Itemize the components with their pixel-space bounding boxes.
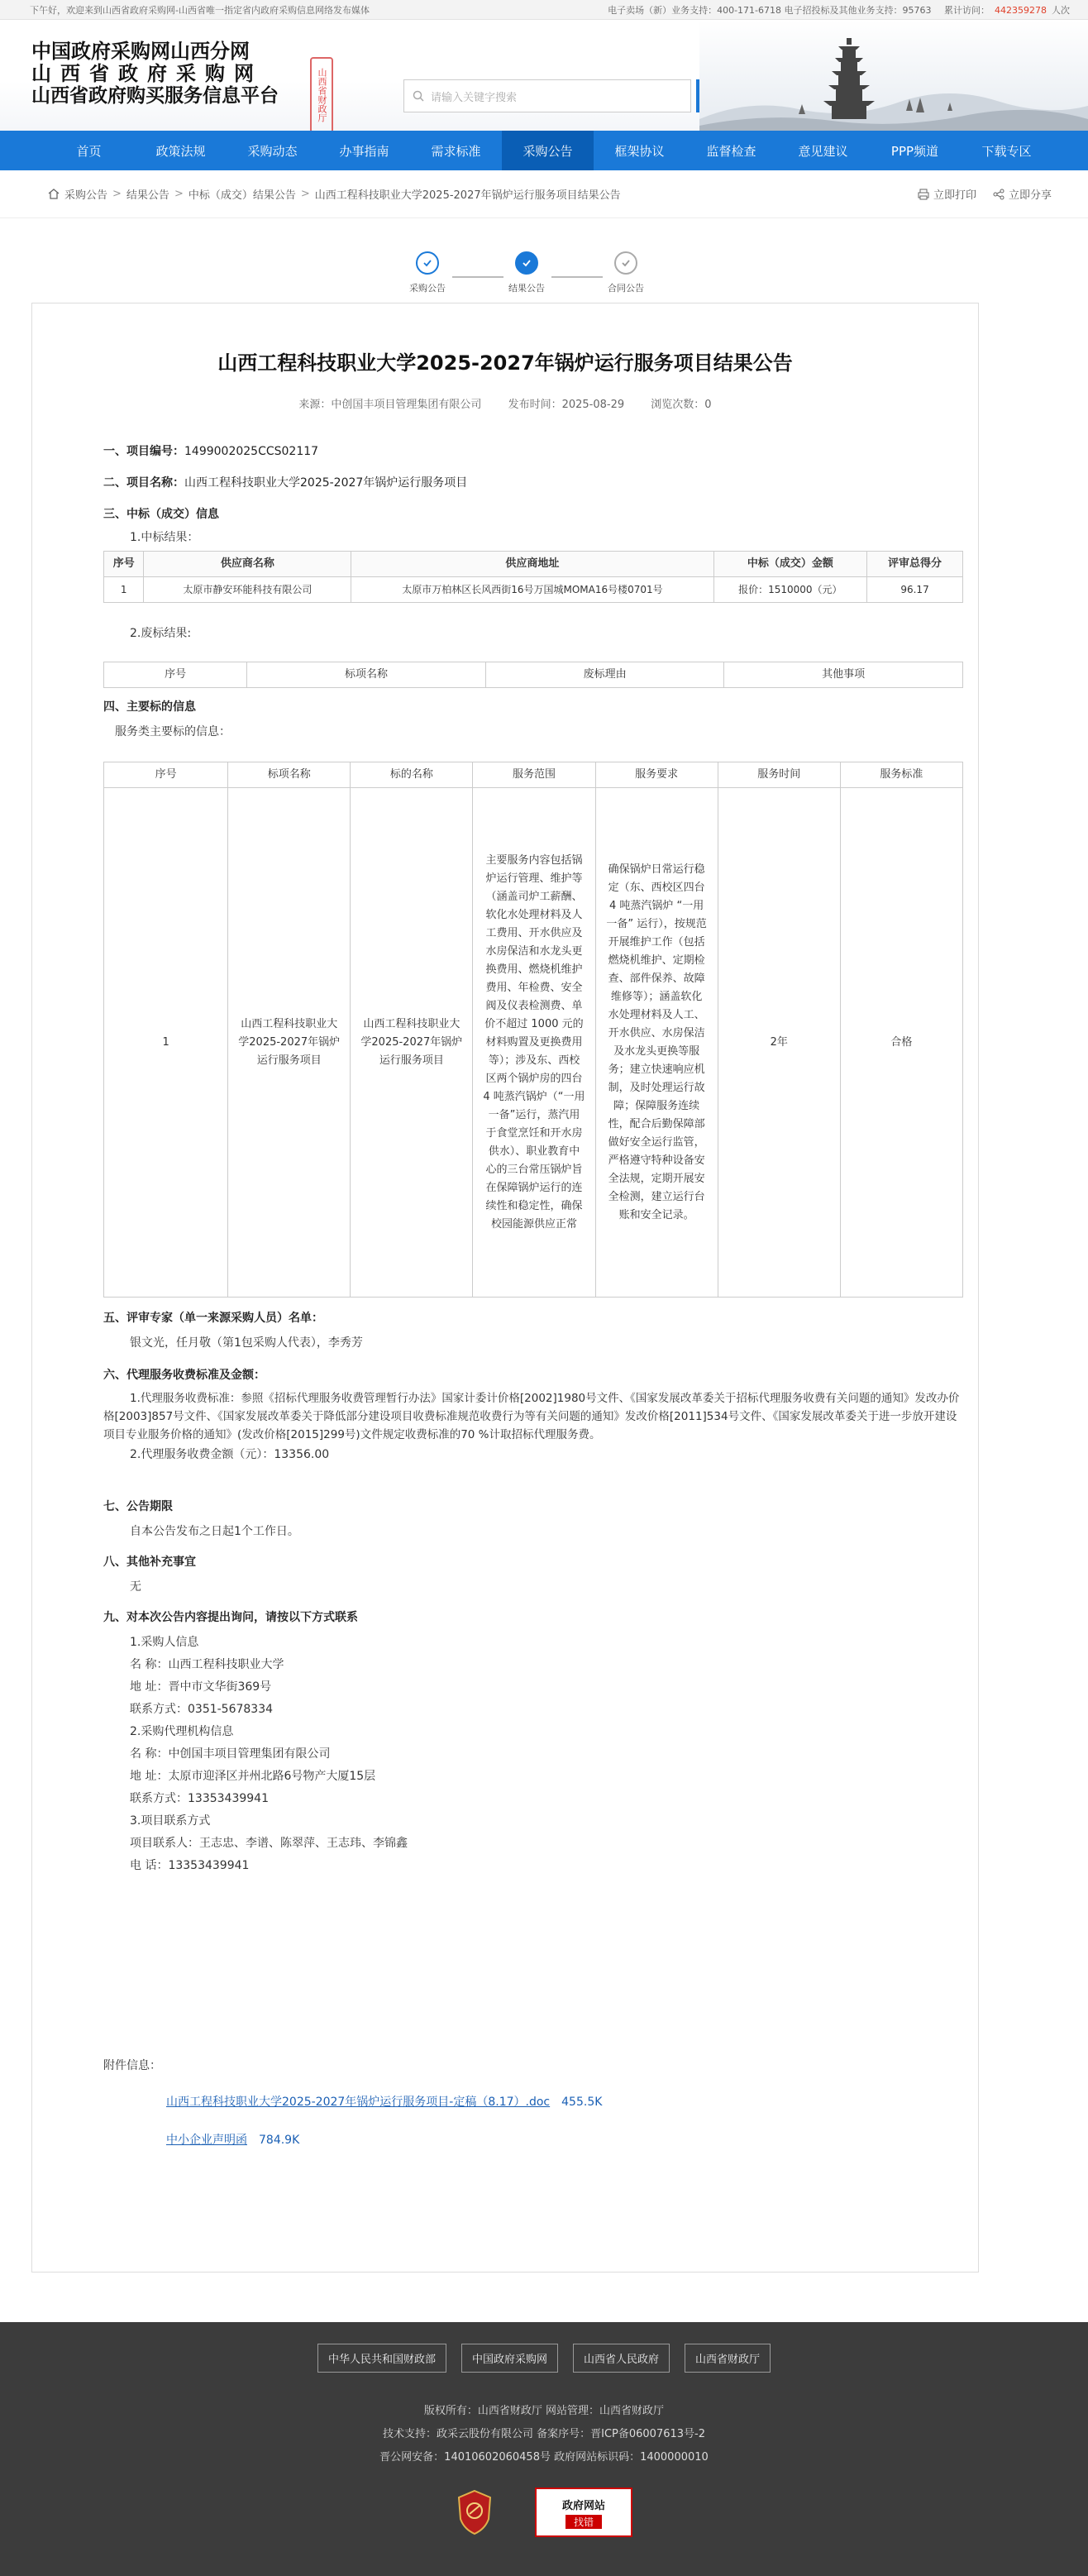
- nav-item[interactable]: 政策法规: [155, 143, 206, 159]
- column-header: 废标理由: [485, 662, 724, 688]
- party-emblem-icon[interactable]: [456, 2489, 494, 2535]
- nav-item[interactable]: PPP频道: [890, 143, 939, 159]
- nav-item[interactable]: 采购公告: [502, 131, 594, 170]
- logo-line-1: 中国政府采购网山西分网: [31, 39, 250, 63]
- table-row: [104, 788, 963, 1298]
- breadcrumb-result-notice[interactable]: 结果公告: [126, 189, 169, 202]
- footer-info: [0, 2400, 1088, 2469]
- main-items-table: [103, 762, 963, 1298]
- target-name: 山西工程科技职业大学2025-2027年锅炉运行服务项目: [351, 788, 473, 1298]
- main-items-label: 服务类主要标的信息：: [115, 725, 231, 738]
- attachments: [103, 2057, 602, 2148]
- gov-site-error-report-badge[interactable]: [535, 2488, 632, 2537]
- contact-line: 2.采购代理机构信息: [130, 1725, 234, 1738]
- project-number: 1499002025CCS02117: [184, 445, 319, 458]
- attachments-label: 附件信息：: [103, 2059, 161, 2072]
- nav-item[interactable]: 框架协议: [614, 143, 665, 159]
- column-header: 序号: [104, 762, 228, 788]
- column-header: 服务时间: [718, 762, 840, 788]
- column-header: 服务标准: [840, 762, 962, 788]
- nav-item[interactable]: 下载专区: [981, 143, 1032, 159]
- contact-line: 电 话：13353439941: [130, 1859, 250, 1872]
- column-header: 序号: [104, 552, 144, 577]
- table-cell: 96.17: [867, 577, 963, 603]
- nav-item[interactable]: 监督检查: [706, 143, 756, 159]
- contact-line: 联系方式：13353439941: [130, 1792, 269, 1805]
- breadcrumb: 采购公告 > 结果公告 > 中标（成交）结果公告 > 山西工程科技职业大学2025-2027年锅炉运行服务项目结果公告 立即打印 立即分享: [0, 170, 1088, 218]
- print-label: 立即打印: [933, 189, 976, 202]
- section-project-name: 二、项目名称：山西工程科技职业大学2025-2027年锅炉运行服务项目: [103, 476, 468, 490]
- footer-link-ccgp[interactable]: 中国政府采购网: [461, 2344, 558, 2373]
- attachment-link[interactable]: 中小企业声明函: [166, 2134, 247, 2147]
- site-header: [0, 20, 1088, 131]
- agency-fee-standard: 1.代理服务收费标准：参照《招标代理服务收费管理暂行办法》国家计委计价格[2002]1980号文件、《国家发展改革委关于招标代理服务收费有关问题的通知》发改办价格[2003]857号文件、《国家发展改革委关于降低部分建设项目收费标准规范收费行为等有关问题的通知》发改价格[2011]534号文件、《国家发展改革委关于进一步放开建设项目专业服务价格的通知》(发改价格[2015]299号)文件规定收费标准的70 %计取招标代理服务费。: [103, 1392, 960, 1441]
- share-button[interactable]: [993, 186, 1052, 202]
- step-contract-notice[interactable]: [601, 251, 651, 294]
- contact-line: 联系方式：0351-5678334: [130, 1703, 274, 1716]
- project-name: 山西工程科技职业大学2025-2027年锅炉运行服务项目: [184, 476, 468, 490]
- footer-link-shanxi-gov[interactable]: 山西省人民政府: [573, 2344, 670, 2373]
- step-label: 结果公告: [508, 283, 545, 294]
- progress-line: [452, 276, 503, 278]
- table-cell: 报价：1510000（元）: [713, 577, 866, 603]
- section-other: 八、其他补充事宜: [103, 1556, 196, 1569]
- attachment-item: [166, 2131, 602, 2148]
- site-footer: [0, 2322, 1088, 2576]
- footer-copyright: 版权所有：山西省财政厅 网站管理：山西省财政厅: [423, 2405, 665, 2417]
- progress-line: [551, 276, 603, 278]
- section-win-info: 三、中标（成交）信息: [103, 508, 219, 521]
- footer-badges: [0, 2488, 1088, 2537]
- section-project-number: 一、项目编号：1499002025CCS02117: [103, 445, 319, 458]
- attachment-size: 784.9K: [259, 2134, 300, 2147]
- column-header: 服务范围: [473, 762, 595, 788]
- top-bar-info: [603, 3, 1070, 17]
- section-experts: 五、评审专家（单一来源采购人员）名单：: [103, 1312, 323, 1325]
- visit-label: 累计访问：: [944, 4, 990, 16]
- column-header: 中标（成交）金额: [713, 552, 866, 577]
- table-header-row: [104, 662, 963, 688]
- finance-seal: 山西省财政厅: [310, 57, 333, 131]
- service-scope: 主要服务内容包括锅炉运行管理、维护等（涵盖司炉工薪酬、软化水处理材料及人工费用、开水供应及水房保洁和水龙头更换费用、燃烧机维护费用、年检费、安全阀及仪表检测费、单价不超过 1000 元的材料购置及更换费用等）；涉及东、西校区两个锅炉房的四台 4 吨蒸汽锅炉（“一用一备”运行，蒸汽用于食堂烹饪和开水房供水）、职业教育中心的三台常压锅炉旨在保障锅炉运行的连续性和稳定性，确保校园能源供应正常: [473, 788, 595, 1298]
- site-logo[interactable]: [31, 40, 279, 107]
- table-row: [104, 577, 963, 603]
- share-icon: [993, 189, 1004, 200]
- print-button[interactable]: [918, 186, 976, 202]
- table-cell: 太原市万柏林区长风西街16号万国城MOMA16号楼0701号: [351, 577, 713, 603]
- table-cell: 太原市静安环能科技有限公司: [144, 577, 351, 603]
- top-bar: [0, 0, 1088, 20]
- contact-line: 3.项目联系方式: [130, 1814, 211, 1828]
- service-standard: 合格: [840, 788, 962, 1298]
- notice-meta: [32, 395, 978, 411]
- footer-security-record: 晋公网安备：14010602060458号 政府网站标识码：1400000010: [379, 2451, 709, 2464]
- service-time: 2年: [718, 788, 840, 1298]
- breadcrumb-win-result[interactable]: 中标（成交）结果公告: [188, 189, 296, 202]
- contact-line: 名 称：中创国丰项目管理集团有限公司: [130, 1747, 331, 1761]
- main-nav: [0, 131, 1088, 170]
- step-label: 合同公告: [608, 283, 644, 294]
- table-cell: 1: [104, 577, 144, 603]
- section-contact: 九、对本次公告内容提出询问，请按以下方式联系: [103, 1611, 358, 1624]
- support-phone: 电子卖场（新）业务支持：400-171-6718 电子招投标及其他业务支持：95763: [608, 4, 932, 16]
- column-header: 标项名称: [228, 762, 351, 788]
- check-icon: [614, 251, 637, 275]
- visit-count: 442359278: [995, 4, 1047, 16]
- badge-title: 政府网站: [561, 2499, 605, 2512]
- column-header: 标的名称: [351, 762, 473, 788]
- home-icon[interactable]: [48, 189, 60, 199]
- column-header: 标项名称: [247, 662, 486, 688]
- footer-link-shanxi-finance[interactable]: 山西省财政厅: [685, 2344, 771, 2373]
- column-header: 服务要求: [595, 762, 718, 788]
- column-header: 供应商地址: [351, 552, 713, 577]
- notice-views: 浏览次数：0: [651, 399, 712, 411]
- welcome-text: 下午好，欢迎来到山西省政府采购网-山西省唯一指定省内政府采购信息网络发布媒体: [30, 4, 370, 16]
- visit-counter: [939, 5, 1070, 16]
- search-input[interactable]: [403, 79, 691, 112]
- step-result-notice[interactable]: [502, 251, 551, 294]
- experts-list: 银文光，任月敬（第1包采购人代表），李秀芳: [130, 1336, 363, 1350]
- notice-content: [103, 436, 963, 1877]
- printer-icon: [918, 189, 929, 200]
- agency-fee-amount: 2.代理服务收费金额（元）：13356.00: [130, 1448, 330, 1461]
- search-placeholder: 请输入关键字搜索: [431, 91, 518, 104]
- footer-tech-support: 技术支持：政采云股份有限公司 备案序号：晋ICP备06007613号-2: [382, 2428, 705, 2440]
- notice-title: 山西工程科技职业大学2025-2027年锅炉运行服务项目结果公告: [217, 351, 793, 375]
- contact-line: 地 址：太原市迎泽区并州北路6号物产大厦15层: [130, 1770, 376, 1783]
- share-label: 立即分享: [1008, 189, 1052, 202]
- win-result-table: [103, 551, 963, 603]
- fail-result-label: 2.废标结果:: [130, 627, 192, 640]
- column-header: 序号: [104, 662, 247, 688]
- logo-line-3: 山西省政府购买服务信息平台: [31, 84, 279, 107]
- step-label: 采购公告: [409, 283, 446, 294]
- contact-line: 项目联系人：王志忠、李谱、陈翠萍、王志玮、李锦鑫: [130, 1837, 408, 1850]
- nav-item[interactable]: 需求标准: [431, 143, 481, 159]
- breadcrumb-current: 山西工程科技职业大学2025-2027年锅炉运行服务项目结果公告: [314, 189, 621, 202]
- fail-result-table: [103, 662, 963, 688]
- contact-line: 地 址：晋中市文华街369号: [130, 1680, 272, 1694]
- notice-period: 自本公告发布之日起1个工作日。: [130, 1525, 299, 1538]
- logo-line-2: 山西省政府采购网: [31, 61, 263, 85]
- notice-progress: [0, 218, 1088, 309]
- badge-action: 找错: [565, 2515, 602, 2529]
- contact-line: 1.采购人信息: [130, 1636, 199, 1649]
- column-header: 评审总得分: [867, 552, 963, 577]
- step-purchase-notice[interactable]: [403, 251, 452, 294]
- check-icon: [416, 251, 439, 275]
- nav-item[interactable]: 采购动态: [247, 143, 298, 159]
- search-icon: [413, 90, 424, 102]
- notice-source: 来源：中创国丰项目管理集团有限公司: [298, 399, 482, 411]
- pagoda-scenery-image: [699, 20, 1088, 131]
- service-requirement: 确保锅炉日常运行稳定（东、西校区四台 4 吨蒸汽锅炉 “一用一备” 运行），按规范开展维护工作（包括燃烧机维护、定期检查、部件保养、故障维修等）；涵盖软化水处理材料及人工、开水供应、水房保洁及水龙头更换等服务；建立快速响应机制，及时处理运行故障；保障服务连续性，配合后勤保障部做好安全运行监管，严格遵守特种设备安全法规，定期开展安全检测，建立运行台账和安全记录。: [595, 788, 718, 1298]
- nav-item[interactable]: 意见建议: [798, 143, 848, 159]
- table-header-row: [104, 552, 963, 577]
- column-header: 供应商名称: [144, 552, 351, 577]
- footer-links: [0, 2344, 1088, 2373]
- check-icon: [515, 251, 538, 275]
- attachment-size: 455.5K: [561, 2096, 603, 2109]
- table-header-row: [104, 762, 963, 788]
- breadcrumb-purchase-notice[interactable]: 采购公告: [64, 189, 108, 202]
- attachment-item: [166, 2093, 602, 2110]
- notice-date: 发布时间：2025-08-29: [508, 399, 625, 411]
- section-agency-fee: 六、代理服务收费标准及金额：: [103, 1369, 265, 1382]
- footer-link-mof[interactable]: 中华人民共和国财政部: [317, 2344, 446, 2373]
- item-name: 山西工程科技职业大学2025-2027年锅炉运行服务项目: [228, 788, 351, 1298]
- section-notice-period: 七、公告期限: [103, 1500, 173, 1513]
- nav-item[interactable]: 首页: [76, 143, 102, 159]
- contact-line: 名 称：山西工程科技职业大学: [130, 1658, 284, 1671]
- visit-unit: 人次: [1052, 4, 1070, 16]
- attachment-link[interactable]: 山西工程科技职业大学2025-2027年锅炉运行服务项目-定稿（8.17）.doc: [166, 2096, 551, 2109]
- contact-info: [103, 1632, 963, 1877]
- column-header: 其他事项: [724, 662, 963, 688]
- notice-panel: [31, 303, 979, 2273]
- nav-item[interactable]: 办事指南: [339, 143, 389, 159]
- item-no: 1: [104, 788, 228, 1298]
- other-matters: 无: [130, 1580, 141, 1594]
- section-main-items: 四、主要标的信息: [103, 700, 196, 714]
- win-result-label: 1.中标结果：: [130, 531, 199, 544]
